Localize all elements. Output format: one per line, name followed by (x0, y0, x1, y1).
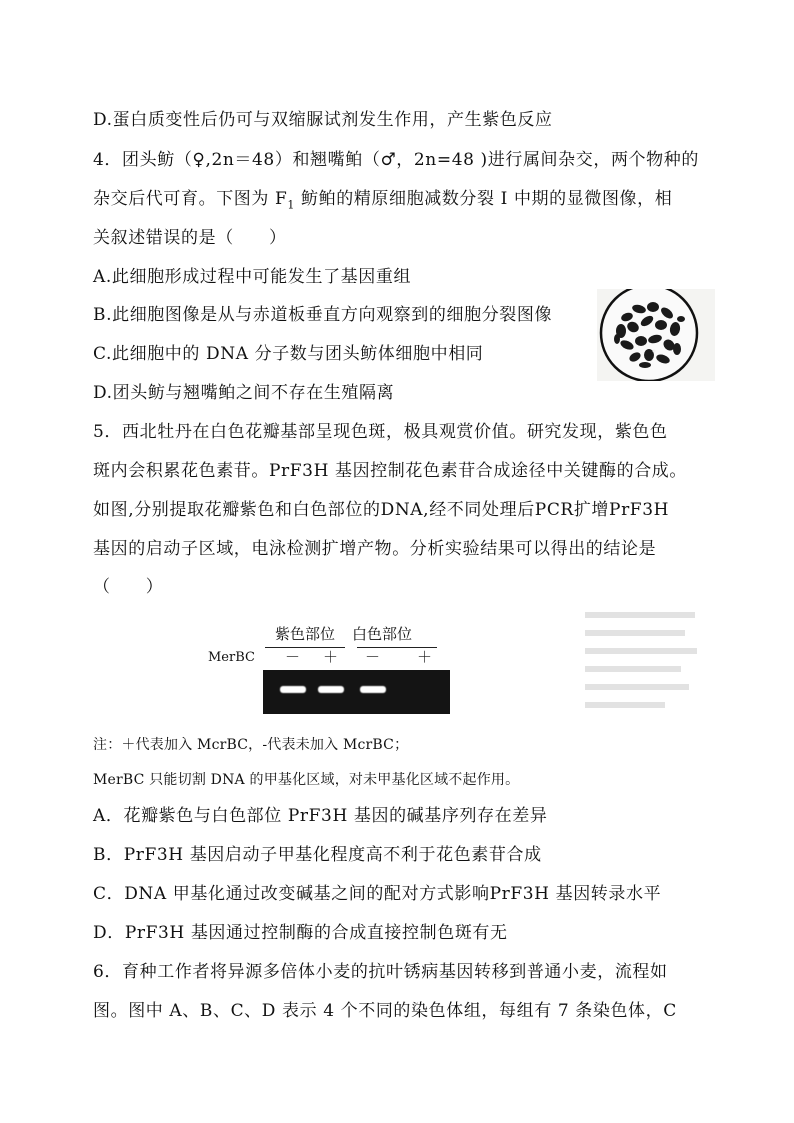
electrophoresis-figure (205, 618, 455, 718)
cell-micrograph (597, 289, 715, 381)
row-label-mcrbc: MerBC (208, 650, 255, 665)
lane-1-minus: － (285, 648, 301, 666)
question-5-option-b: B．PrF3H 基因启动子甲基化程度高不利于花色素苷合成 (93, 845, 542, 865)
question-5-option-d: D．PrF3H 基因通过控制酶的合成直接控制色斑有无 (93, 923, 508, 943)
question-5-stem-line-5: （ ） (93, 577, 164, 597)
gel-image (263, 670, 450, 714)
question-5-stem-line-1: 5．西北牡丹在白色花瓣基部呈现色斑，极具观赏价值。研究发现，紫色色 (93, 422, 668, 442)
figure-note-1: 注：＋代表加入 McrBC，-代表未加入 McrBC； (93, 737, 409, 753)
question-4-option-b: B.此细胞图像是从与赤道板垂直方向观察到的细胞分裂图像 (93, 305, 553, 325)
question-5-stem-line-4: 基因的启动子区域，电泳检测扩增产物。分析实验结果可以得出的结论是 (93, 539, 657, 559)
bleed-through-texture (455, 604, 705, 724)
question-4-option-d: D.团头鲂与翘嘴鲌之间不存在生殖隔离 (93, 383, 395, 403)
question-6-stem-line-1: 6．育种工作者将异源多倍体小麦的抗叶锈病基因转移到普通小麦，流程如 (93, 962, 668, 982)
stem-text-part-2: 鲂鲌的精原细胞减数分裂 I 中期的显微图像，相 (295, 189, 673, 209)
question-4-option-c: C.此细胞中的 DNA 分子数与团头鲂体细胞中相同 (93, 344, 484, 364)
question-4-stem-line-2 (93, 187, 672, 217)
question-6-stem-line-2: 图。图中 A、B、C、D 表示 4 个不同的染色体组，每组有 7 条染色体，C (93, 1001, 677, 1021)
group-label-white: 白色部位 (352, 625, 413, 643)
question-4-stem-line-1: 4．团头鲂（♀,2n＝48）和翘嘴鲌（♂，2n=48 )进行属间杂交，两个物种的 (93, 150, 699, 170)
option-d-q3: D.蛋白质变性后仍可与双缩脲试剂发生作用，产生紫色反应 (93, 110, 553, 130)
question-4-stem-line-3: 关叙述错误的是（ ） (93, 228, 287, 248)
lane-2-plus: ＋ (323, 648, 339, 666)
group-label-purple: 紫色部位 (275, 625, 336, 643)
question-5-option-c: C．DNA 甲基化通过改变碱基之间的配对方式影响PrF3H 基因转录水平 (93, 884, 662, 904)
question-4-option-a: A.此细胞形成过程中可能发生了基因重组 (93, 267, 412, 287)
question-5-option-a: A．花瓣紫色与白色部位 PrF3H 基因的碱基序列存在差异 (93, 806, 548, 826)
stem-text-part-1: 杂交后代可育。下图为 F (93, 189, 288, 209)
subscript: 1 (287, 198, 296, 212)
question-5-stem-line-3: 如图,分别提取花瓣紫色和白色部位的DNA,经不同处理后PCR扩增PrF3H (93, 500, 670, 520)
question-5-stem-line-2: 斑内会积累花色素苷。PrF3H 基因控制花色素苷合成途径中关键酶的合成。 (93, 461, 688, 481)
lane-3-minus: － (365, 648, 381, 666)
band-lane-1 (280, 686, 306, 693)
band-lane-3 (360, 686, 386, 693)
band-lane-2 (318, 686, 344, 693)
lane-4-plus: ＋ (417, 648, 433, 666)
figure-note-2: MerBC 只能切割 DNA 的甲基化区域，对未甲基化区域不起作用。 (93, 772, 520, 788)
